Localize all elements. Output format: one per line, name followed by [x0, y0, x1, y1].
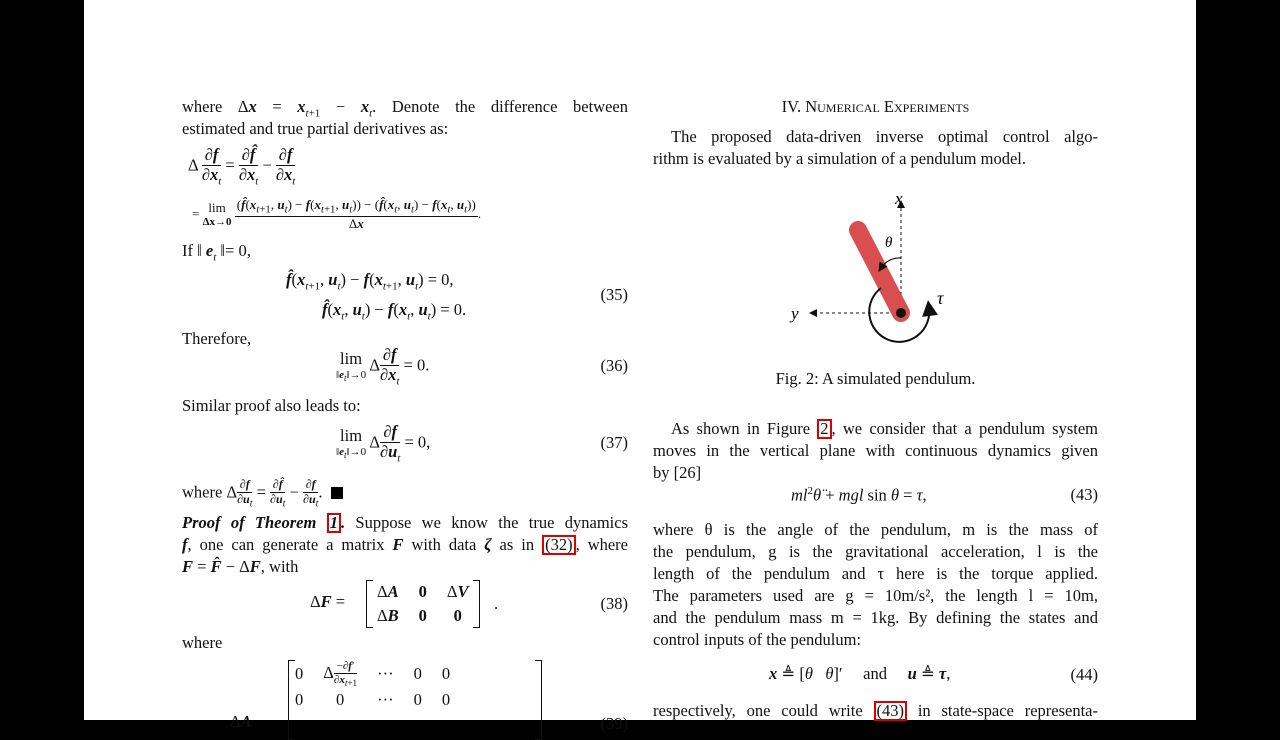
param-line6: control inputs of the pendulum: [653, 630, 862, 649]
pendulum-figure [783, 190, 983, 350]
intro-line1: The proposed data-driven inverse optimal control algo- [671, 127, 1098, 146]
param-line1: where θ is the angle of the pendulum, m is the mass of [653, 520, 1098, 539]
pendulum-rod [858, 230, 901, 313]
equation-44: x ≜ [θ θ̇]′ and u ≜ τ, [769, 664, 951, 683]
intro-line2: rithm is evaluated by a simulation of a pendulum model. [653, 149, 1027, 168]
theorem-1-link[interactable]: 1 [327, 513, 341, 533]
equation-32-link[interactable]: (32) [542, 535, 576, 555]
theta-label: θ [885, 235, 893, 251]
param-line4: The parameters used are g = 10m/s², the length l = 10m, [653, 586, 1098, 605]
state-space-line: respectively, one could write (43) in state-space representa- [653, 701, 1099, 720]
equation-43-number: (43) [1070, 485, 1098, 504]
equation-43: $ml^2\thetä$ + mgl sin θ = τ, [791, 485, 927, 505]
tau-label: τ [937, 288, 944, 308]
equation-37-number: (37) [600, 433, 628, 452]
if-condition: If ‖ $e_t$ ‖= 0, [182, 241, 251, 264]
paragraph-delta-x: where $\Delta x = x_{t+1} - x_t$. Denote the difference between [182, 97, 628, 120]
equation-36-number: (36) [600, 356, 628, 375]
equation-36: lim $‖e_t‖\to 0$ Δ $\frac{\partial f}{\partial x_t}$ = 0. [336, 345, 430, 388]
paragraph-delta-x-line2: estimated and true partial derivatives as: [182, 119, 449, 138]
equation-37: lim $‖e_t‖\to 0$ Δ $\frac{\partial f}{\partial u_t}$ = 0, [336, 422, 431, 465]
qed-square [331, 487, 343, 499]
axis-label-x: x [895, 189, 903, 208]
proof-paragraph-line2: f, one can generate a matrix F with data ζ as in (32) , where [182, 535, 629, 554]
param-line2: the pendulum, g is the gravitational acceleration, l is the [653, 542, 1098, 561]
equation-35-number: (35) [600, 285, 628, 304]
param-line3: length of the pendulum and τ here is the torque applied. [653, 564, 1098, 583]
paragraph-figure-ref-line1: As shown in Figure 2 , we consider that a pendulum system [671, 419, 1099, 438]
equation-35-line2: $f̂(x_t$, $u_t) - f(x_t$, $u_t) = 0$. [322, 300, 467, 323]
paragraph-figure-ref-line3: by [26] [653, 463, 702, 482]
param-line5: and the pendulum mass m = 1kg. By defining the states and [653, 608, 1098, 627]
axis-label-y: y [791, 304, 799, 323]
equation-44-number: (44) [1070, 665, 1098, 684]
equation-38-number: (38) [600, 594, 628, 613]
section-heading: IV. Numerical Experiments [781, 97, 970, 116]
equation-39-matrix: 0 Δ $\frac{-\partial f'}{\partial x_{t+1}}$ ··· 0 0 0 0 ··· 0 0 [288, 660, 542, 740]
paragraph-figure-ref-line2: moves in the vertical plane with continuous dynamics given [653, 441, 1098, 460]
equation-limit: = lim Δx→0 $\frac{(f̂(x_{t+1}, u_t) - f(x_{t+1}, u_t)) - (f̂(x_t, u_t) - f(x_t, u_t))}{\Delta x}$ . [192, 197, 482, 232]
similar-proof-text: Similar proof also leads to: [182, 396, 361, 415]
equation-38-matrix: ΔA 0 ΔV ΔB 0 0 [366, 580, 480, 628]
equation-partial-diff: Δ $\frac{\partial f}{\partial x_t}$ = $\frac{\partial f̂}{\partial x_t}$ − $\frac{\partial f}{\partial x_t}$ [188, 145, 296, 188]
equation-35-line1: $f̂(x_{t+1}$, $u_t) - f(x_{t+1}$, $u_t) = 0$, [286, 270, 454, 293]
figure-2-link[interactable]: 2 [817, 419, 831, 439]
pivot-point [896, 308, 906, 318]
where-text-3: where [182, 633, 223, 652]
therefore-text: Therefore, [182, 329, 252, 348]
proof-paragraph-line1: Proof of Theorem 1 . Suppose we know the true dynamics [182, 513, 628, 532]
where-delta-u: where Δ $\frac{\partial f}{\partial u_t}$ = $\frac{\partial f̂}{\partial u_t}$ − $\frac{\partial f}{\partial u_t}$ . [182, 478, 343, 510]
equation-38-lhs: ΔF = [310, 592, 346, 611]
proof-paragraph-line3: F = F̂ − ΔF, with [182, 557, 299, 576]
paper-page: where $\Delta x = x_{t+1} - x_t$. Denote the difference between estimated and true partial derivatives as: Δ $\frac{\partial f}{\partial x_t}$ = $\frac{\partial f̂}{\partial x_t}$ − $\frac{\partial f}{\partial x_t}$ = lim Δx→0 $\frac{(f̂(x_{t+1}, u_t) - f(x_{t+1}, u_t)) - (f̂(x_t, u_t) - f(x_t, u_t))}{\Delta x}$ . If ‖ $e_t$ ‖= 0, $f̂(x_{t+1}$, $u_t) - f(x_{t+1}$, $u_t) = 0$, $f̂(x_t$, $u_t) - f(x_t$, $u_t) = 0$. (35) Therefore, lim $‖e_t‖\to 0$ Δ $\frac{\partial f}{\partial x_t}$ = 0. (36) Similar proof also leads to: lim $‖e_t‖\to 0$ Δ $\frac{\partial f}{\partial u_t}$ = 0, (37) where Δ $\frac{\partial f}{\partial u_t}$ = $\frac{\partial f̂}{\partial u_t}$ − $\frac{\partial f}{\partial u_t}$ . Proof of Theorem 1 . Suppose we know the true dynamics f, one can generate a matrix F with data ζ as in (32) , where F = F̂ − ΔF, with ΔF = ΔA 0 ΔV ΔB 0 0 . (38) where 0 Δ $\frac{-\partial f'}{\partial x_{t+1}}$ ··· 0 0 0 0 ··· 0 0 ΔA (39) IV. Numerical Experiments The proposed data-driven inverse optimal control algo- rithm is evaluated by a simulation of a pendulum model. x y θ τ Fig. 2: A simulated pendulum. As shown in Figure 2 , we consider that a pendulum system moves in the vertical plane with continuous dynamics given by [26] $ml^2\thetä$ + mgl sin θ = τ, (43) where θ is the angle of the pendulum, m is the mass of the pendulum, g is the gravitational acceleration, l is the length of the pendulum and τ here is the torque applied. The parameters used are g = 10m/s², the length l = 10m, and the pendulum mass m = 1kg. By defining the states and control inputs of the pendulum: x ≜ [θ θ̇]′ and u ≜ τ, (44) respectively, one could write (43) in state-space representa- [84, 0, 1196, 720]
equation-39-number: (39) [600, 714, 628, 733]
figure-caption: Fig. 2: A simulated pendulum. [775, 369, 976, 388]
equation-43-link[interactable]: (43) [874, 701, 908, 721]
